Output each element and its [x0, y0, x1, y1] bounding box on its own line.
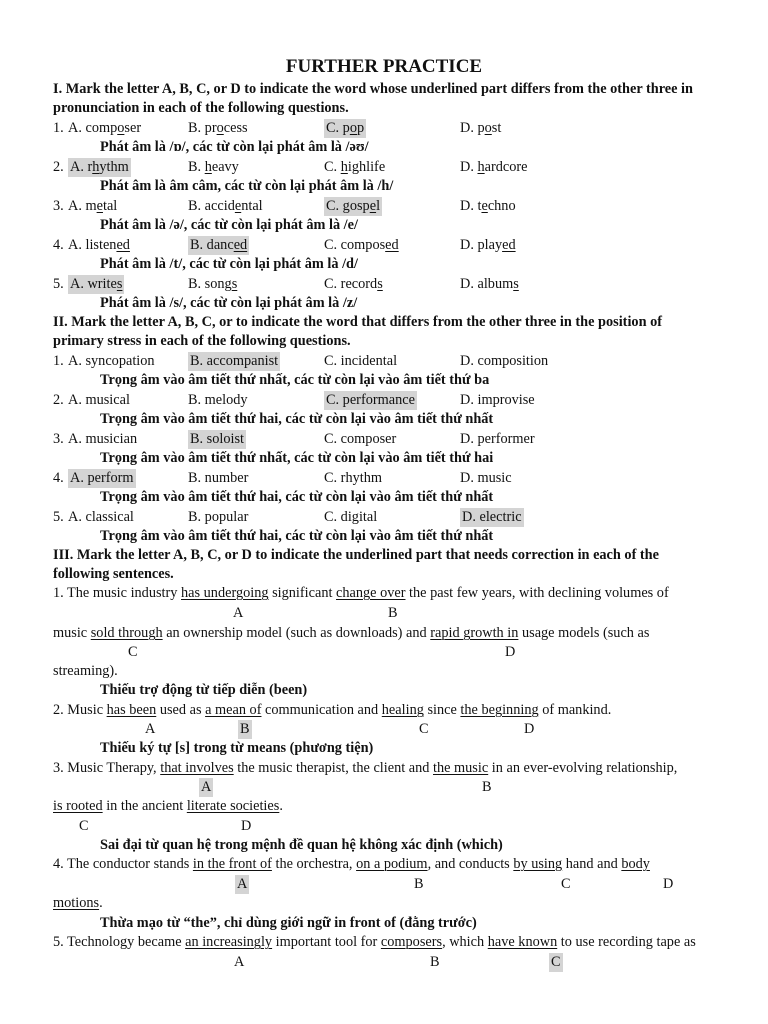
option-underlined-part: s	[231, 276, 238, 292]
option-underlined-part: ed	[233, 237, 248, 253]
s2-q4-option-d: D. music	[460, 470, 512, 486]
q2-option-b: a mean of	[205, 702, 262, 718]
option-text-tail: st	[491, 120, 502, 136]
option-underlined-part: ed	[116, 237, 130, 253]
s1-q1-option-c	[324, 119, 366, 138]
q3-option-b: the music	[433, 760, 489, 776]
s2-q1-explanation: Trọng âm vào âm tiết thứ nhất, các từ còn lại vào âm tiết thứ ba	[100, 372, 490, 388]
s2-q5-number: 5.	[53, 509, 64, 525]
s2-q3-explanation: Trọng âm vào âm tiết thứ nhất, các từ còn lại vào âm tiết thứ hai	[100, 450, 494, 466]
s1-q4-option-c	[324, 236, 399, 255]
s1-q3-explanation: Phát âm là /ə/, các từ còn lại phát âm là /e/	[100, 217, 358, 233]
s1-q2-option-a	[68, 158, 131, 177]
s1-q4-option-b	[188, 236, 249, 255]
option-underlined-part: o	[349, 120, 357, 136]
option-text: B. danc	[190, 237, 234, 253]
option-underlined-part: s	[513, 276, 519, 292]
s2-q2-option-b: B. melody	[188, 392, 248, 408]
option-underlined-part: ed	[502, 237, 516, 253]
option-text: B. song	[188, 276, 232, 292]
s1-q2-explanation: Phát âm là âm câm, các từ còn lại phát âm là /h/	[100, 178, 394, 194]
q3-line1: 3. Music Therapy, that involves the music therapist, the client and the music in an ever-evolving relationship,	[53, 760, 678, 776]
q4-letter-b: B	[414, 876, 424, 892]
option-underlined-part: h	[340, 159, 348, 175]
option-text-tail: chno	[487, 198, 516, 214]
s1-q2-option-b	[188, 158, 239, 177]
s2-q2-option-c: C. performance	[326, 392, 415, 408]
option-text-tail: ntal	[241, 198, 263, 214]
q5-line1: 5. Technology became an increasingly important tool for composers, which have known to use recording tape as	[53, 934, 696, 950]
s2-q2-option-d: D. improvise	[460, 392, 535, 408]
s1-q4-number-wrap	[53, 236, 64, 255]
option-text: D.	[460, 159, 478, 175]
q3-option-d: literate societies	[186, 798, 280, 814]
s2-q5-option-c: C. digital	[324, 509, 378, 525]
s2-q3-option-d: D. performer	[460, 431, 535, 447]
q5-letter-b: B	[430, 954, 440, 970]
q3-explanation: Sai đại từ quan hệ trong mệnh đề quan hệ không xác định (which)	[100, 837, 503, 853]
q3-letter-b: B	[482, 779, 492, 795]
option-text: D. play	[460, 237, 503, 253]
q1-line2: music sold through an ownership model (such as downloads) and rapid growth in usage models (such as	[53, 625, 650, 641]
page-title: FURTHER PRACTICE	[285, 56, 483, 77]
s1-q3-option-a	[68, 197, 117, 216]
q4-option-b: on a podium	[356, 856, 428, 872]
s1-q5-number-wrap	[53, 275, 64, 294]
option-underlined-part: h	[204, 159, 212, 175]
s1-q2-number-wrap	[53, 158, 64, 177]
s1-q3-number: 3.	[53, 198, 64, 214]
section-2-heading-line1: II. Mark the letter A, B, C, or to indicate the word that differs from the other three in the position of	[53, 314, 662, 330]
q4-letter-a-answer: A	[237, 876, 248, 892]
option-underlined-part: o	[216, 120, 224, 136]
s1-q4-number: 4.	[53, 237, 64, 253]
s2-q1-option-b: B. accompanist	[190, 353, 279, 369]
q1-option-b: change over	[336, 585, 406, 601]
q1-line3: streaming).	[53, 663, 118, 679]
option-underlined-part: ed	[385, 237, 399, 253]
s1-q4-explanation: Phát âm là /t/, các từ còn lại phát âm là /d/	[100, 256, 358, 272]
s2-q4-option-c: C. rhythm	[324, 470, 382, 486]
q4-letter-c: C	[561, 876, 571, 892]
q2-line1: 2. Music has been used as a mean of communication and healing since the beginning of mankind.	[53, 702, 612, 718]
option-text-tail: ser	[124, 120, 142, 136]
s1-q1-option-d	[460, 119, 501, 138]
s1-q4-option-a	[68, 236, 130, 255]
option-text: B. pr	[188, 120, 217, 136]
q1-option-a: has undergoing	[181, 585, 269, 601]
q2-letter-b-answer: B	[240, 721, 250, 737]
q1-option-d: rapid growth in	[430, 625, 519, 641]
q1-letter-b: B	[388, 605, 398, 621]
s1-q3-option-c	[324, 197, 382, 216]
option-text: C.	[324, 159, 341, 175]
s2-q3-option-a: A. musician	[68, 431, 138, 447]
option-text: C. gosp	[326, 198, 370, 214]
option-text: A. comp	[68, 120, 118, 136]
q3-line2: is rooted in the ancient literate societies.	[53, 798, 283, 814]
s1-q1-option-a	[68, 119, 141, 138]
q5-option-b: composers	[380, 934, 443, 950]
option-underlined-part: e	[96, 198, 103, 214]
s2-q3-number: 3.	[53, 431, 64, 447]
s1-q5-option-b	[188, 275, 237, 294]
s1-q5-option-c	[324, 275, 383, 294]
option-text: A. r	[70, 159, 93, 175]
q3-letter-c: C	[79, 818, 89, 834]
option-text-tail: ighlife	[347, 159, 386, 175]
option-text: A. m	[68, 198, 97, 214]
option-underlined-part: e	[481, 198, 488, 214]
q2-letter-a: A	[145, 721, 156, 737]
option-underlined-part: h	[92, 159, 100, 175]
s1-q2-option-d	[460, 158, 528, 177]
q1-option-c: sold through	[90, 625, 163, 641]
s1-q1-number-wrap	[53, 119, 64, 138]
q5-option-c: have known	[487, 934, 558, 950]
option-text-tail: ardcore	[484, 159, 528, 175]
s2-q5-option-a: A. classical	[68, 509, 134, 525]
option-underlined-part: s	[116, 276, 123, 292]
s2-q1-number: 1.	[53, 353, 64, 369]
option-text: D. album	[460, 276, 514, 292]
option-text: A. write	[70, 276, 117, 292]
q4-option-a: in the front of	[192, 856, 272, 872]
q1-letter-a: A	[233, 605, 244, 621]
q2-option-a: has been	[106, 702, 157, 718]
s2-q5-explanation: Trọng âm vào âm tiết thứ hai, các từ còn lại vào âm tiết thứ nhất	[100, 528, 494, 544]
q5-letter-c-answer: C	[551, 954, 561, 970]
s1-q2-number: 2.	[53, 159, 64, 175]
s2-q3-option-b: B. soloist	[190, 431, 245, 447]
s2-q1-option-d: D. composition	[460, 353, 549, 369]
option-text-tail: l	[376, 198, 381, 214]
option-underlined-part: o	[484, 120, 492, 136]
option-text-tail: eavy	[211, 159, 239, 175]
s1-q1-number: 1.	[53, 120, 64, 136]
q3-option-c: is rooted	[53, 798, 103, 814]
q5-letter-a: A	[234, 954, 245, 970]
q4-option-c: by using	[513, 856, 563, 872]
q2-letter-d: D	[524, 721, 535, 737]
s2-q2-number: 2.	[53, 392, 64, 408]
option-text: C. record	[324, 276, 378, 292]
option-text-tail: p	[357, 120, 365, 136]
option-underlined-part: s	[377, 276, 383, 292]
s2-q1-option-a: A. syncopation	[68, 353, 155, 369]
option-text-tail: cess	[223, 120, 248, 136]
q1-line1: 1. The music industry has undergoing significant change over the past few years, with declining volumes of	[53, 585, 669, 601]
option-text: D. t	[460, 198, 482, 214]
q3-letter-a-answer: A	[201, 779, 212, 795]
section-1-heading-line2: pronunciation in each of the following questions.	[53, 100, 349, 116]
s2-q4-explanation: Trọng âm vào âm tiết thứ hai, các từ còn lại vào âm tiết thứ nhất	[100, 489, 494, 505]
s2-q1-option-c: C. incidental	[324, 353, 398, 369]
section-3-heading-line1: III. Mark the letter A, B, C, or D to indicate the underlined part that needs correction in each of the	[53, 547, 659, 563]
s1-q3-number-wrap	[53, 197, 64, 216]
option-text: C. compos	[324, 237, 386, 253]
option-text-tail: ythm	[99, 159, 129, 175]
s1-q1-option-b	[188, 119, 248, 138]
q4-letter-d: D	[663, 876, 674, 892]
s2-q4-number: 4.	[53, 470, 64, 486]
s1-q5-option-d	[460, 275, 519, 294]
s2-q5-option-b: B. popular	[188, 509, 249, 525]
s1-q5-explanation: Phát âm là /s/, các từ còn lại phát âm là /z/	[100, 295, 358, 311]
s2-q4-option-b: B. number	[188, 470, 249, 486]
s2-q3-option-c: C. composer	[324, 431, 397, 447]
q5-option-a: an increasingly	[185, 934, 273, 950]
option-underlined-part: o	[117, 120, 125, 136]
q1-explanation: Thiếu trợ động từ tiếp diễn (been)	[100, 682, 308, 698]
section-2-heading-line2: primary stress in each of the following questions.	[53, 333, 351, 349]
option-underlined-part: h	[477, 159, 485, 175]
s1-q5-option-a	[68, 275, 124, 294]
q3-letter-d: D	[241, 818, 252, 834]
section-3-heading-line2: following sentences.	[53, 566, 174, 582]
q4-option-d: body	[621, 856, 650, 872]
s1-q5-number: 5.	[53, 276, 64, 292]
s1-q4-option-d	[460, 236, 516, 255]
q4-line1: 4. The conductor stands in the front of the orchestra, on a podium, and conducts by using hand and body	[53, 856, 650, 872]
s2-q2-option-a: A. musical	[68, 392, 130, 408]
option-text: A. listen	[68, 237, 117, 253]
q2-letter-c: C	[419, 721, 429, 737]
option-text-tail: tal	[102, 198, 118, 214]
s1-q1-explanation: Phát âm là /ɒ/, các từ còn lại phát âm là /əʊ/	[100, 139, 369, 155]
option-text: B.	[188, 159, 205, 175]
option-text: C. p	[326, 120, 350, 136]
s1-q3-option-d	[460, 197, 516, 216]
s2-q5-option-d: D. electric	[462, 509, 522, 525]
s1-q3-option-b	[188, 197, 263, 216]
q1-letter-c: C	[128, 644, 138, 660]
option-text: B. accid	[188, 198, 235, 214]
section-1-heading-line1: I. Mark the letter A, B, C, or D to indicate the word whose underlined part differs from the other three in	[53, 81, 693, 97]
q1-letter-d: D	[505, 644, 516, 660]
option-underlined-part: e	[369, 198, 377, 214]
q2-option-d: the beginning	[460, 702, 539, 718]
q4-line2: motions.	[53, 895, 103, 911]
q4-explanation: Thừa mạo từ “the”, chỉ dùng giới ngữ in front of (đằng trước)	[100, 915, 477, 931]
s2-q4-option-a: A. perform	[70, 470, 134, 486]
option-underlined-part: e	[234, 198, 242, 214]
q3-option-a: that involves	[160, 760, 234, 776]
q2-option-c: healing	[381, 702, 424, 718]
s1-q2-option-c	[324, 158, 385, 177]
s2-q2-explanation: Trọng âm vào âm tiết thứ hai, các từ còn lại vào âm tiết thứ nhất	[100, 411, 494, 427]
option-text: D. p	[460, 120, 485, 136]
q2-explanation: Thiếu ký tự [s] trong từ means (phương tiện)	[100, 740, 374, 756]
